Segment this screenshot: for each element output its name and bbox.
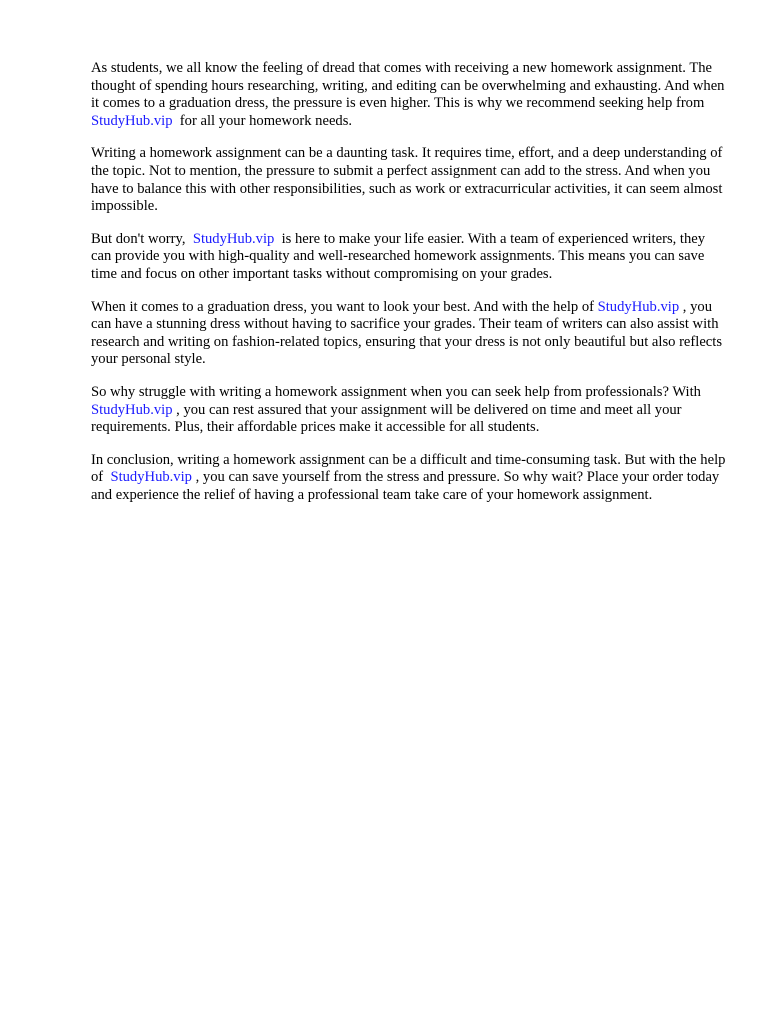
studyhub-link-1[interactable]: StudyHub.vip [91,112,173,129]
paragraph-2 [91,145,727,215]
paragraph-5-text-after: , you can rest assured that your assignment will be delivered on time and meet all your requirements. Plus, their affordable prices make it accessible for all students. [91,401,686,436]
paragraph-1-text-after: for all your homework needs. [176,112,353,129]
paragraph-3-text-after: is here to make your life easier. With a team of experienced writers, they can provide you with high-quality and well-researched homework assignments. This means you can save time and focus on other important tasks without compromising on your grades. [91,230,709,282]
paragraph-1 [91,60,727,130]
paragraph-4 [91,299,727,369]
paragraph-3-text-before: But don't worry, [91,230,190,247]
paragraph-4-text-before: When it comes to a graduation dress, you want to look your best. And with the help of [91,298,598,315]
paragraph-5 [91,384,727,437]
studyhub-link-3[interactable]: StudyHub.vip [597,298,680,315]
paragraph-3 [91,231,727,284]
paragraph-6-text-after: , you can save yourself from the stress and pressure. So why wait? Place your order today and experience the relief of having a professional team take care of your homework assignment. [91,469,723,503]
paragraph-4-text-after: , you can have a stunning dress without having to sacrifice your grades. Their team of writers can also assist with research and writing on fashion-related topics, ensuring that your dress is not only beautiful but also reflects your personal style. [91,298,726,368]
paragraph-5-text-before: So why struggle with writing a homework assignment when you can seek help from professionals? With [91,383,705,400]
document-page [91,60,730,519]
paragraph-1-text-before: As students, we all know the feeling of dread that comes with receiving a new homework assignment. The thought of spending hours researching, writing, and editing can be overwhelming and exhausting. And when it comes to a graduation dress, the pressure is even higher. This is why we recommend seeking help from [91,60,729,112]
paragraph-6 [91,451,730,505]
paragraph-6-text-before: In conclusion, writing a homework assignment can be a difficult and time-consuming task. But with the help of [91,451,730,486]
studyhub-link-2[interactable]: StudyHub.vip [192,230,275,247]
studyhub-link-5[interactable]: StudyHub.vip [110,469,192,486]
studyhub-link-4[interactable]: StudyHub.vip [91,401,173,418]
paragraph-2-text: Writing a homework assignment can be a daunting task. It requires time, effort, and a deep understanding of the topic. Not to mention, the pressure to submit a perfect assignment can add to the stress. And when you have to balance this with other responsibilities, such as work or extracurricular activities, it can seem almost impossible. [91,145,727,215]
